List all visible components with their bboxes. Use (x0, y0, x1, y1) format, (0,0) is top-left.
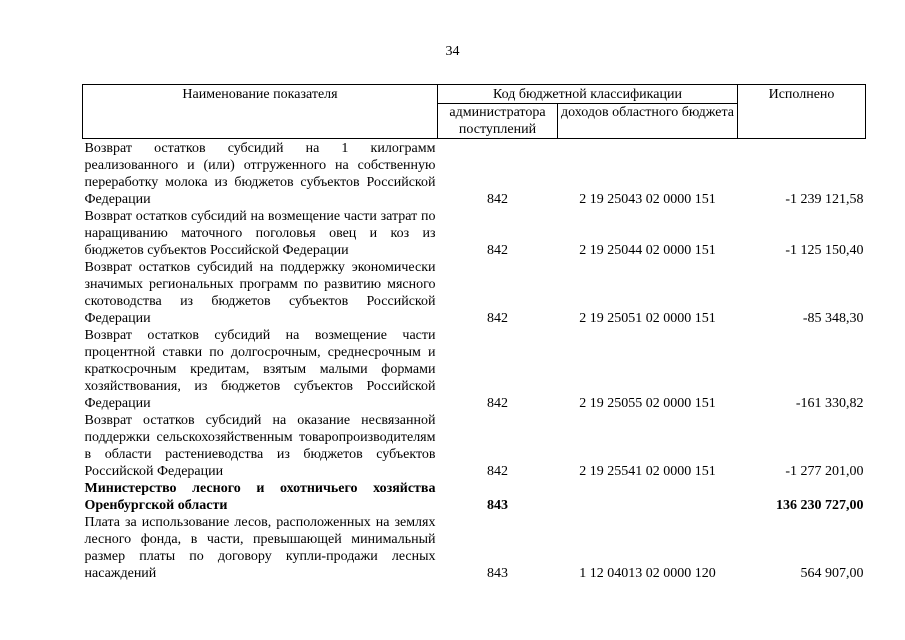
table-row (83, 327, 866, 412)
row-admin-code: 842 (487, 396, 508, 411)
row-admin-code: 842 (487, 464, 508, 479)
row-name: Возврат остатков субсидий на оказание несвязанной поддержки сельскохозяйственным товаропроизводителям в области растениеводства из бюджетов субъектов Российской Федерации (84, 413, 436, 479)
row-budget-code (558, 480, 738, 514)
row-name: Возврат остатков субсидий на 1 килограмм реализованного и (или) отгруженного на собственную переработку молока из бюджетов субъектов Российской Федерации (84, 141, 436, 207)
row-amount: 136 230 727,00 (776, 498, 864, 513)
table-row (83, 208, 866, 259)
row-amount: -1 125 150,40 (785, 243, 864, 258)
row-admin-code: 842 (487, 192, 508, 207)
table-row-section-total (83, 480, 866, 514)
row-admin-code: 842 (487, 243, 508, 258)
column-header-classification-code: Код бюджетной классификации (438, 85, 738, 104)
row-admin-code: 843 (487, 498, 508, 513)
row-amount: -1 277 201,00 (785, 464, 864, 479)
page-number: 34 (445, 44, 460, 59)
row-amount: -161 330,82 (795, 396, 864, 411)
column-header-regional-income: доходов областного бюджета (558, 104, 738, 139)
row-amount: -1 239 121,58 (785, 192, 864, 207)
column-header-administrator: администратора поступлений (438, 104, 558, 139)
row-budget-code: 2 19 25051 02 0000 151 (579, 311, 716, 326)
row-name: Возврат остатков субсидий на возмещение части затрат по наращиванию маточного поголовья овец и коз из бюджетов субъектов Российской Федерации (84, 209, 436, 258)
row-budget-code: 1 12 04013 02 0000 120 (579, 566, 716, 581)
budget-execution-table (82, 84, 866, 582)
table-row (83, 514, 866, 582)
table-row (83, 412, 866, 480)
row-budget-code: 2 19 25044 02 0000 151 (579, 243, 716, 258)
table-row (83, 139, 866, 209)
row-name: Министерство лесного и охотничьего хозяйства Оренбургской области (84, 481, 436, 513)
row-name: Возврат остатков субсидий на возмещение части процентной ставки по долгосрочным, среднесрочным и краткосрочным кредитам, взятым малыми формами хозяйствования, из бюджетов субъектов Российской Федерации (84, 328, 436, 411)
column-header-executed: Исполнено (738, 85, 866, 139)
row-budget-code: 2 19 25541 02 0000 151 (579, 464, 716, 479)
row-amount: 564 907,00 (800, 566, 864, 581)
row-name: Возврат остатков субсидий на поддержку экономически значимых региональных программ по развитию мясного скотоводства из бюджетов субъектов Российской Федерации (84, 260, 436, 326)
column-header-name: Наименование показателя (83, 85, 438, 139)
row-budget-code: 2 19 25043 02 0000 151 (579, 192, 716, 207)
row-budget-code: 2 19 25055 02 0000 151 (579, 396, 716, 411)
table-row (83, 259, 866, 327)
table-body (83, 139, 866, 583)
row-name: Плата за использование лесов, расположенных на землях лесного фонда, в части, превышающей минимальный размер платы по договору купли-продажи лесных насаждений (84, 515, 436, 581)
row-admin-code: 842 (487, 311, 508, 326)
row-amount: -85 348,30 (802, 311, 864, 326)
row-admin-code: 843 (487, 566, 508, 581)
